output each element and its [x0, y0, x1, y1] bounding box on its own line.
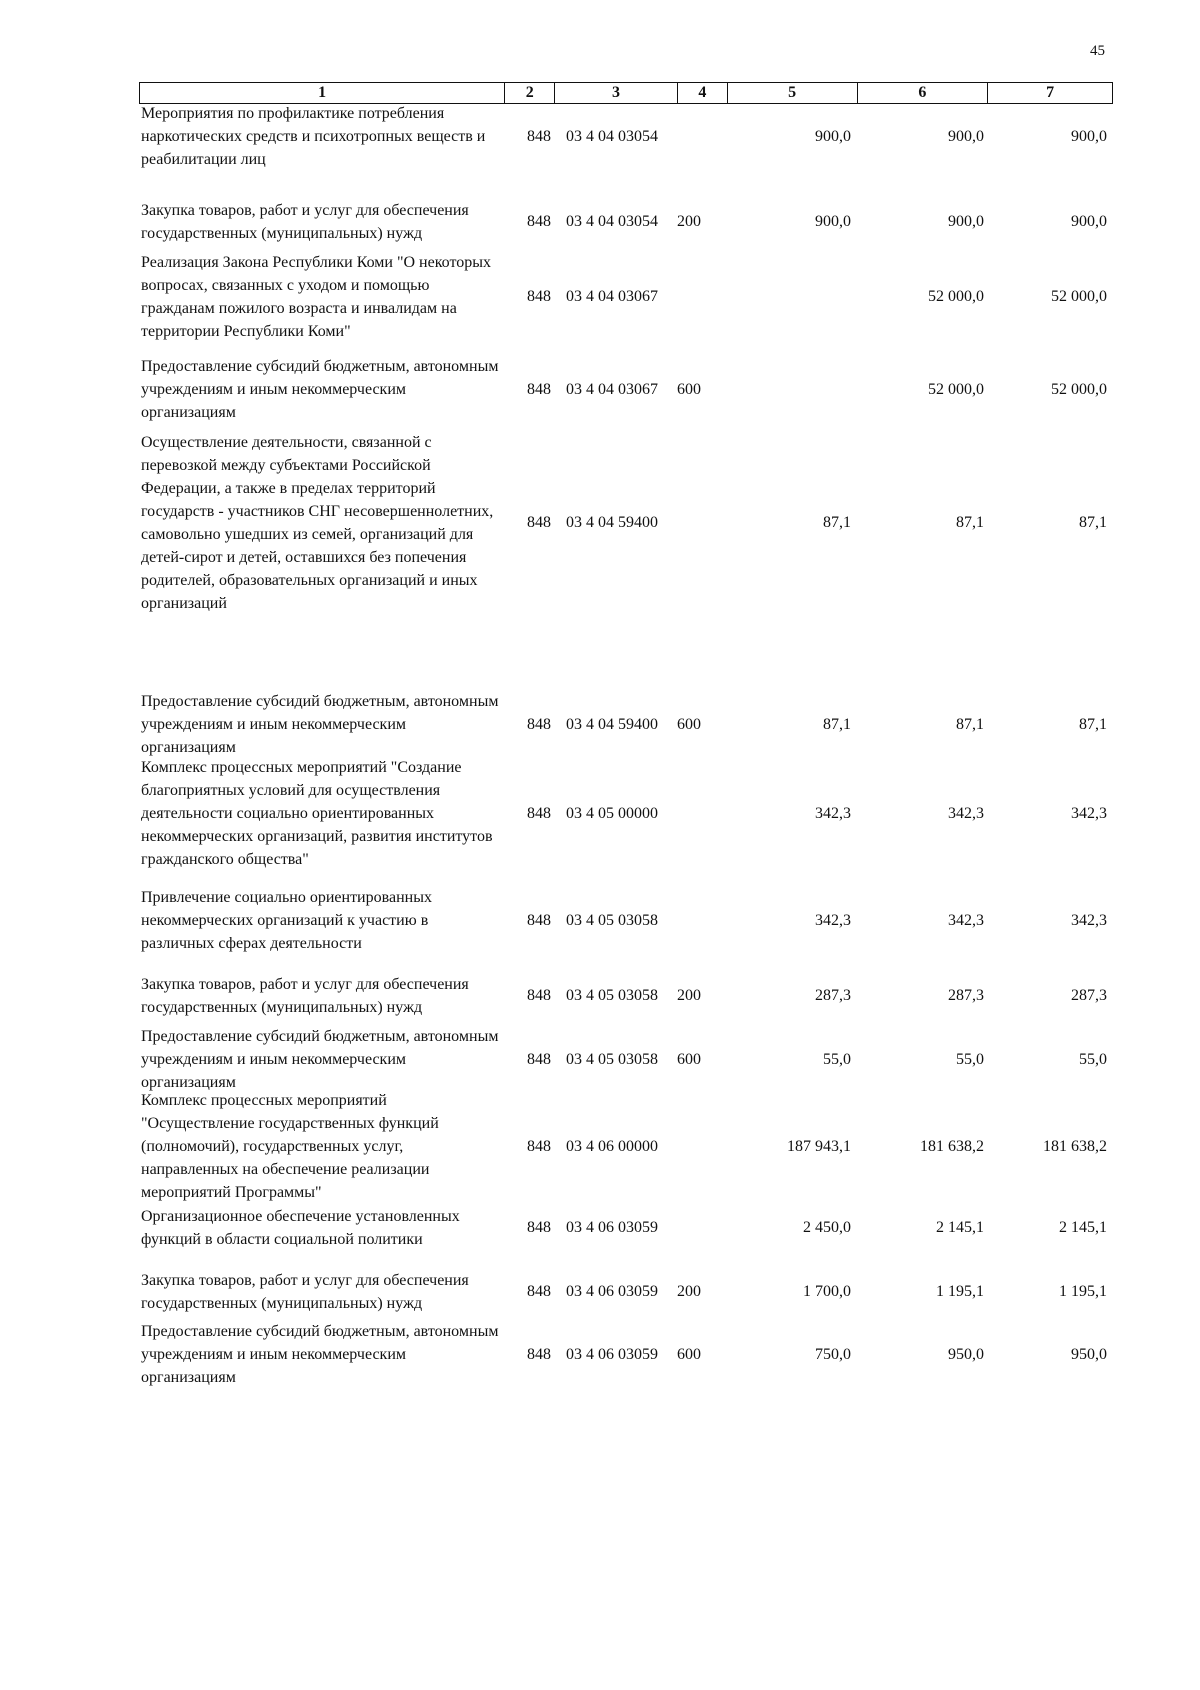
row-name: Предоставление субсидий бюджетным, автономным учреждениям и иным некоммерческим организациям: [141, 1323, 499, 1386]
table-row: [139, 355, 1113, 424]
row-vr: 600: [677, 1345, 701, 1363]
row-csr: 03 4 05 00000: [566, 804, 658, 822]
row-value-6: 1 195,1: [936, 1282, 984, 1300]
row-csr: 03 4 04 03067: [566, 288, 658, 305]
row-name: Закупка товаров, работ и услуг для обеспечения государственных (муниципальных) нужд: [141, 1271, 469, 1312]
row-value-5: 750,0: [815, 1345, 851, 1363]
row-value-5: 55,0: [823, 1050, 851, 1068]
row-name: Осуществление деятельности, связанной с перевозкой между субъектами Российской Федерации, а также в пределах территорий государств - участников СНГ несовершеннолетних, самовольно ушедших из семей, организаций для детей-сирот и детей, оставшихся без попечения родителей, образовательных организаций и иных организаций: [141, 433, 494, 612]
row-kvsr: 848: [527, 715, 551, 733]
row-csr: 03 4 06 03059: [566, 1218, 658, 1236]
row-csr: 03 4 05 03058: [566, 911, 658, 929]
row-csr: 03 4 06 03059: [566, 1345, 658, 1363]
row-value-5: 87,1: [823, 513, 851, 531]
row-name: Реализация Закона Республики Коми "О некоторых вопросах, связанных с уходом и помощью гражданам пожилого возраста и инвалидам на территории Республики Коми": [141, 254, 491, 340]
row-csr: 03 4 04 03054: [566, 127, 658, 145]
row-csr: 03 4 06 03059: [566, 1282, 658, 1300]
row-csr: 03 4 05 03058: [566, 1050, 658, 1068]
row-value-5: 900,0: [815, 212, 851, 230]
row-value-6: 950,0: [948, 1345, 984, 1363]
row-value-5: 187 943,1: [787, 1137, 851, 1155]
row-value-5: 900,0: [815, 127, 851, 145]
row-vr: 200: [677, 986, 701, 1004]
table-row: [139, 1320, 1113, 1389]
table-row: [139, 187, 1113, 256]
row-kvsr: 848: [527, 288, 551, 305]
row-value-7: 2 145,1: [1059, 1218, 1107, 1236]
row-value-5: 2 450,0: [803, 1218, 851, 1236]
row-value-7: 287,3: [1071, 986, 1107, 1004]
row-value-6: 900,0: [948, 127, 984, 145]
row-name: Предоставление субсидий бюджетным, автономным учреждениям и иным некоммерческим организациям: [141, 693, 499, 756]
table-row: [139, 1257, 1113, 1326]
row-kvsr: 848: [527, 1137, 551, 1155]
row-kvsr: 848: [527, 513, 551, 531]
table-row: [139, 419, 1113, 626]
header-col-5: 5: [727, 83, 857, 103]
row-csr: 03 4 04 03067: [566, 380, 658, 398]
row-value-7: 87,1: [1079, 715, 1107, 733]
row-name: Предоставление субсидий бюджетным, автономным учреждениям и иным некоммерческим организациям: [141, 358, 499, 421]
row-value-5: 1 700,0: [803, 1282, 851, 1300]
row-vr: 200: [677, 212, 701, 230]
row-value-6: 342,3: [948, 911, 984, 929]
header-col-4: 4: [677, 83, 727, 103]
row-kvsr: 848: [527, 986, 551, 1004]
row-value-7: 900,0: [1071, 127, 1107, 145]
row-value-6: 87,1: [956, 715, 984, 733]
table-header: [139, 82, 1113, 104]
row-vr: 200: [677, 1282, 701, 1300]
row-value-7: 342,3: [1071, 911, 1107, 929]
table-row: [139, 1025, 1113, 1094]
row-vr: 600: [677, 715, 701, 733]
row-csr: 03 4 04 03054: [566, 212, 658, 230]
row-value-6: 87,1: [956, 513, 984, 531]
row-value-7: 87,1: [1079, 513, 1107, 531]
header-col-1: 1: [318, 84, 327, 101]
row-kvsr: 848: [527, 911, 551, 929]
table-row: [139, 886, 1113, 955]
row-kvsr: 848: [527, 380, 551, 398]
row-value-7: 52 000,0: [1051, 288, 1107, 305]
row-kvsr: 848: [527, 1050, 551, 1068]
row-vr: 600: [677, 1050, 701, 1068]
row-csr: 03 4 06 00000: [566, 1137, 658, 1155]
table-row: [139, 690, 1113, 759]
row-kvsr: 848: [527, 127, 551, 145]
row-name: Предоставление субсидий бюджетным, автономным учреждениям и иным некоммерческим организациям: [141, 1028, 499, 1091]
row-value-6: 900,0: [948, 212, 984, 230]
row-value-6: 287,3: [948, 986, 984, 1004]
row-value-5: 87,1: [823, 715, 851, 733]
header-col-2: 2: [504, 83, 554, 103]
row-kvsr: 848: [527, 1282, 551, 1300]
row-value-6: 181 638,2: [920, 1137, 984, 1155]
row-value-7: 52 000,0: [1051, 380, 1107, 398]
row-vr: 600: [677, 380, 701, 398]
budget-table: [139, 82, 1113, 1386]
row-csr: 03 4 05 03058: [566, 986, 658, 1004]
row-name: Закупка товаров, работ и услуг для обеспечения государственных (муниципальных) нужд: [141, 201, 469, 242]
row-name: Комплекс процессных мероприятий "Осуществление государственных функций (полномочий), государственных услуг, направленных на обеспечение реализации мероприятий Программы": [141, 1092, 439, 1201]
table-row: [139, 1193, 1113, 1262]
row-value-6: 52 000,0: [928, 380, 984, 398]
table-row: [139, 251, 1113, 343]
row-csr: 03 4 04 59400: [566, 513, 658, 531]
row-value-7: 1 195,1: [1059, 1282, 1107, 1300]
row-value-6: 55,0: [956, 1050, 984, 1068]
row-value-5: 342,3: [815, 911, 851, 929]
header-col-7: 7: [987, 83, 1112, 103]
page-number: 45: [1090, 43, 1105, 59]
row-value-7: 55,0: [1079, 1050, 1107, 1068]
row-csr: 03 4 04 59400: [566, 715, 658, 733]
row-value-6: 2 145,1: [936, 1218, 984, 1236]
row-kvsr: 848: [527, 212, 551, 230]
row-kvsr: 848: [527, 1218, 551, 1236]
row-name: Мероприятия по профилактике потребления наркотических средств и психотропных веществ и реабилитации лиц: [141, 105, 486, 168]
row-kvsr: 848: [527, 1345, 551, 1363]
header-col-6: 6: [857, 83, 988, 103]
row-value-5: 342,3: [815, 804, 851, 822]
table-row: [139, 961, 1113, 1030]
row-name: Закупка товаров, работ и услуг для обеспечения государственных (муниципальных) нужд: [141, 975, 469, 1016]
row-name: Организационное обеспечение установленных функций в области социальной политики: [141, 1207, 460, 1248]
row-value-6: 52 000,0: [928, 288, 984, 305]
row-value-7: 950,0: [1071, 1345, 1107, 1363]
row-kvsr: 848: [527, 804, 551, 822]
header-col-3: 3: [554, 83, 677, 103]
table-row: [139, 102, 1113, 171]
table-row: [139, 1088, 1113, 1205]
table-row: [139, 755, 1113, 872]
row-name: Привлечение социально ориентированных некоммерческих организаций к участию в различных сферах деятельности: [141, 889, 432, 952]
row-value-7: 900,0: [1071, 212, 1107, 230]
row-value-6: 342,3: [948, 804, 984, 822]
row-value-7: 342,3: [1071, 804, 1107, 822]
row-name: Комплекс процессных мероприятий "Создание благоприятных условий для осуществления деятельности социально ориентированных некоммерческих организаций, развития институтов гражданского общества": [141, 759, 493, 868]
row-value-5: 287,3: [815, 986, 851, 1004]
row-value-7: 181 638,2: [1043, 1137, 1107, 1155]
